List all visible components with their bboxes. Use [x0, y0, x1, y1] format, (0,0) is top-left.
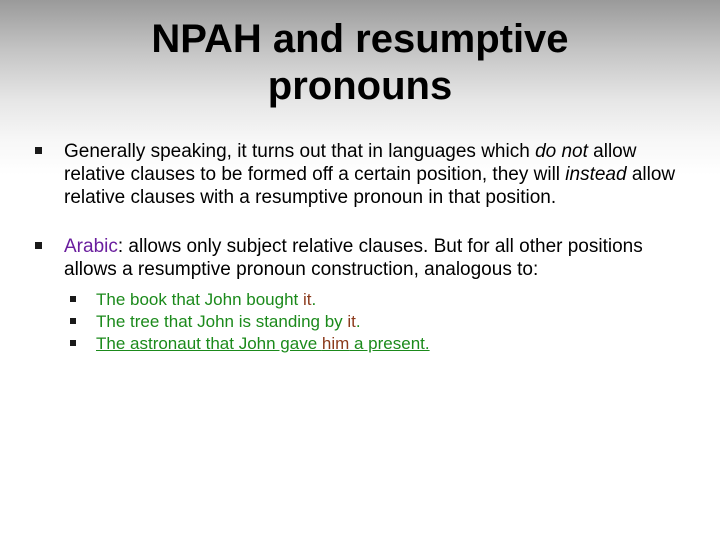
resumptive-pronoun: him	[321, 334, 350, 353]
resumptive-pronoun: it	[303, 290, 312, 309]
example-item: The astronaut that John gave him a present.	[64, 333, 680, 355]
square-bullet-icon	[70, 340, 76, 346]
bullet-text: Generally speaking, it turns out that in languages which do not allow relative clauses to be formed off a certain position, they will instead allow relative clauses with a resumptive pronoun in that position.	[64, 141, 676, 208]
slide-title	[60, 16, 660, 110]
bullet-item-generalization	[0, 140, 720, 209]
emphasis-do-not: do not	[535, 141, 588, 162]
bullet-text: Arabic: allows only subject relative clauses. But for all other positions allows a resumptive pronoun construction, analogous to:	[64, 236, 643, 280]
square-bullet-icon	[70, 296, 76, 302]
square-bullet-icon	[35, 147, 42, 154]
bullet-list	[0, 140, 720, 355]
resumptive-pronoun: it	[347, 312, 356, 331]
square-bullet-icon	[70, 318, 76, 324]
example-item: The book that John bought it.	[64, 289, 680, 311]
bullet-item-arabic	[0, 235, 720, 355]
title-line-2: pronouns	[267, 64, 453, 108]
title-line-1: NPAH and resumptive	[151, 17, 569, 61]
language-name: Arabic	[64, 236, 118, 257]
emphasis-instead: instead	[565, 164, 627, 185]
square-bullet-icon	[35, 242, 42, 249]
example-item: The tree that John is standing by it.	[64, 311, 680, 333]
example-list	[64, 289, 680, 355]
